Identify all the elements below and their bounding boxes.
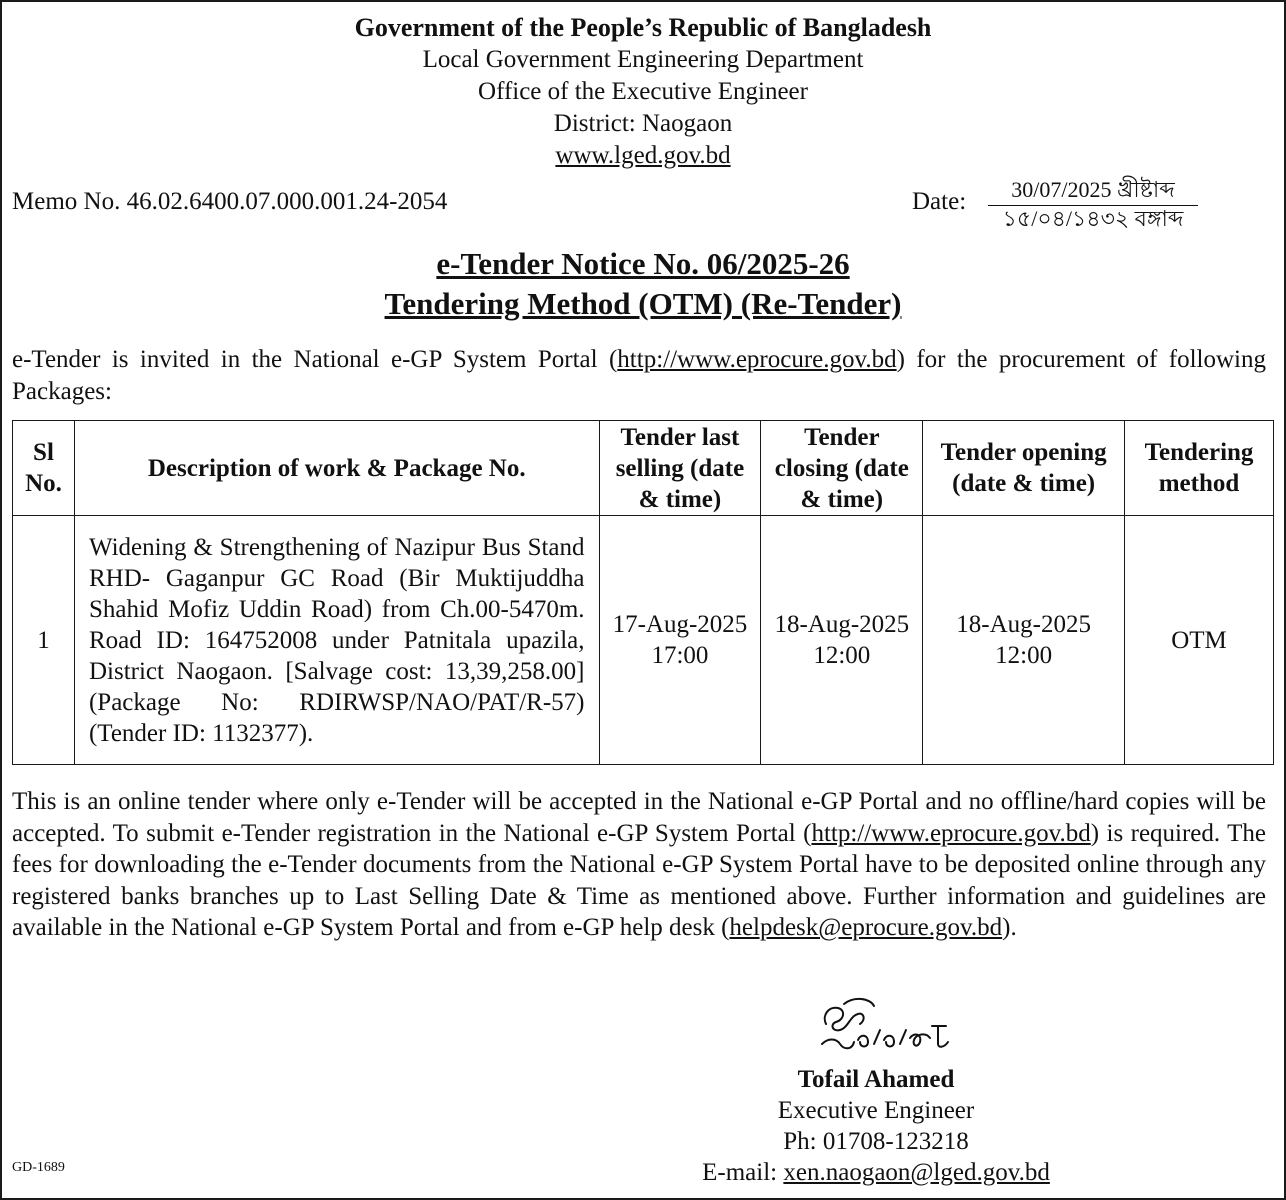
- government-name: Government of the People’s Republic of Bangladesh: [354, 13, 932, 42]
- letterhead: [0, 12, 1286, 172]
- header-sl: Sl No.: [13, 421, 75, 516]
- signatory-designation: Executive Engineer: [777, 1097, 975, 1124]
- date-block: [988, 176, 1198, 232]
- intro-paragraph: [12, 344, 1266, 408]
- header-opening: Tender opening (date & time): [923, 421, 1125, 516]
- eprocure-link[interactable]: http://www.eprocure.gov.bd: [617, 346, 897, 373]
- table-row: [13, 516, 1274, 765]
- tendering-method-title: Tendering Method (OTM) (Re-Tender): [384, 286, 902, 321]
- signatory-email[interactable]: xen.naogaon@lged.gov.bd: [783, 1159, 1050, 1186]
- office-name: Office of the Executive Engineer: [478, 78, 808, 105]
- closing-date: 18-Aug-2025: [774, 611, 910, 638]
- signatory-name: Tofail Ahamed: [797, 1066, 955, 1093]
- website-link[interactable]: www.lged.gov.bd: [555, 142, 731, 169]
- header-description: Description of work & Package No.: [74, 421, 599, 516]
- memo-number: Memo No. 46.02.6400.07.000.001.24-2054: [12, 188, 448, 215]
- eprocure-link-2[interactable]: http://www.eprocure.gov.bd: [811, 819, 1091, 847]
- handwritten-signature: [814, 994, 964, 1058]
- gd-code: GD-1689: [12, 1160, 65, 1175]
- cell-method: OTM: [1125, 516, 1274, 765]
- header-last-selling: Tender last selling (date & time): [599, 421, 761, 516]
- cell-last-selling: [599, 516, 761, 765]
- signatory-phone: Ph: 01708-123218: [783, 1128, 969, 1155]
- notice-title: [0, 244, 1286, 324]
- selling-date: 17-Aug-2025: [612, 611, 748, 638]
- tender-table: [12, 420, 1274, 765]
- department-name: Local Government Engineering Department: [422, 46, 864, 73]
- date-gregorian: 30/07/2025 খ্রীষ্টাব্দ: [988, 176, 1198, 206]
- selling-time: 17:00: [651, 642, 709, 669]
- cell-sl: 1: [13, 516, 75, 765]
- signature-block: [676, 1064, 1076, 1188]
- cell-closing: [761, 516, 923, 765]
- header-closing: Tender closing (date & time): [761, 421, 923, 516]
- closing-time: 12:00: [813, 642, 871, 669]
- signatory-email-line: [676, 1157, 1076, 1188]
- header-method: Tendering method: [1125, 421, 1274, 516]
- helpdesk-email-link[interactable]: helpdesk@eprocure.gov.bd: [729, 914, 1003, 941]
- intro-text-before: e-Tender is invited in the National e-GP System Portal (: [12, 346, 618, 373]
- body-text-1: This is an online tender where only e-Tender will be accepted in the National e-GP Portal and no offline/hard copies will be accepted. To submit e-Tender registration in the National e-GP System Portal (: [12, 788, 1266, 847]
- date-bangla: ১৫/০৪/১৪৩২ বঙ্গাব্দ: [1002, 206, 1184, 231]
- cell-description: Widening & Strengthening of Nazipur Bus Stand RHD- Gaganpur GC Road (Bir Muktijuddha Shahid Mofiz Uddin Road) from Ch.00-5470m. Road ID: 164752008 under Patnitala upazila, District Naogaon. [Salvage cost: 13,39,258.00] (Package No: RDIRWSP/NAO/PAT/R-57) (Tender ID: 1132377).: [74, 516, 599, 765]
- body-text-3: ).: [1002, 914, 1017, 941]
- body-text-2: ) is required. The fees for downloading the e-Tender documents from the National e-GP System Portal have to be deposited online through any registered banks branches up to Last Selling Date & Time as mentioned above. Further information and guidelines are available in the National e-GP System Portal and from e-GP help desk (: [12, 819, 1266, 941]
- notice-number: e-Tender Notice No. 06/2025-26: [436, 246, 850, 281]
- table-header-row: [13, 421, 1274, 516]
- opening-date: 18-Aug-2025: [956, 611, 1091, 638]
- cell-opening: [923, 516, 1125, 765]
- intro-text-after: ) for the procurement of following Packages:: [12, 346, 1266, 405]
- opening-time: 12:00: [995, 642, 1053, 669]
- instructions-paragraph: [12, 786, 1266, 944]
- email-label: E-mail:: [702, 1159, 784, 1186]
- district-name: District: Naogaon: [553, 110, 733, 137]
- date-label: Date:: [912, 188, 967, 215]
